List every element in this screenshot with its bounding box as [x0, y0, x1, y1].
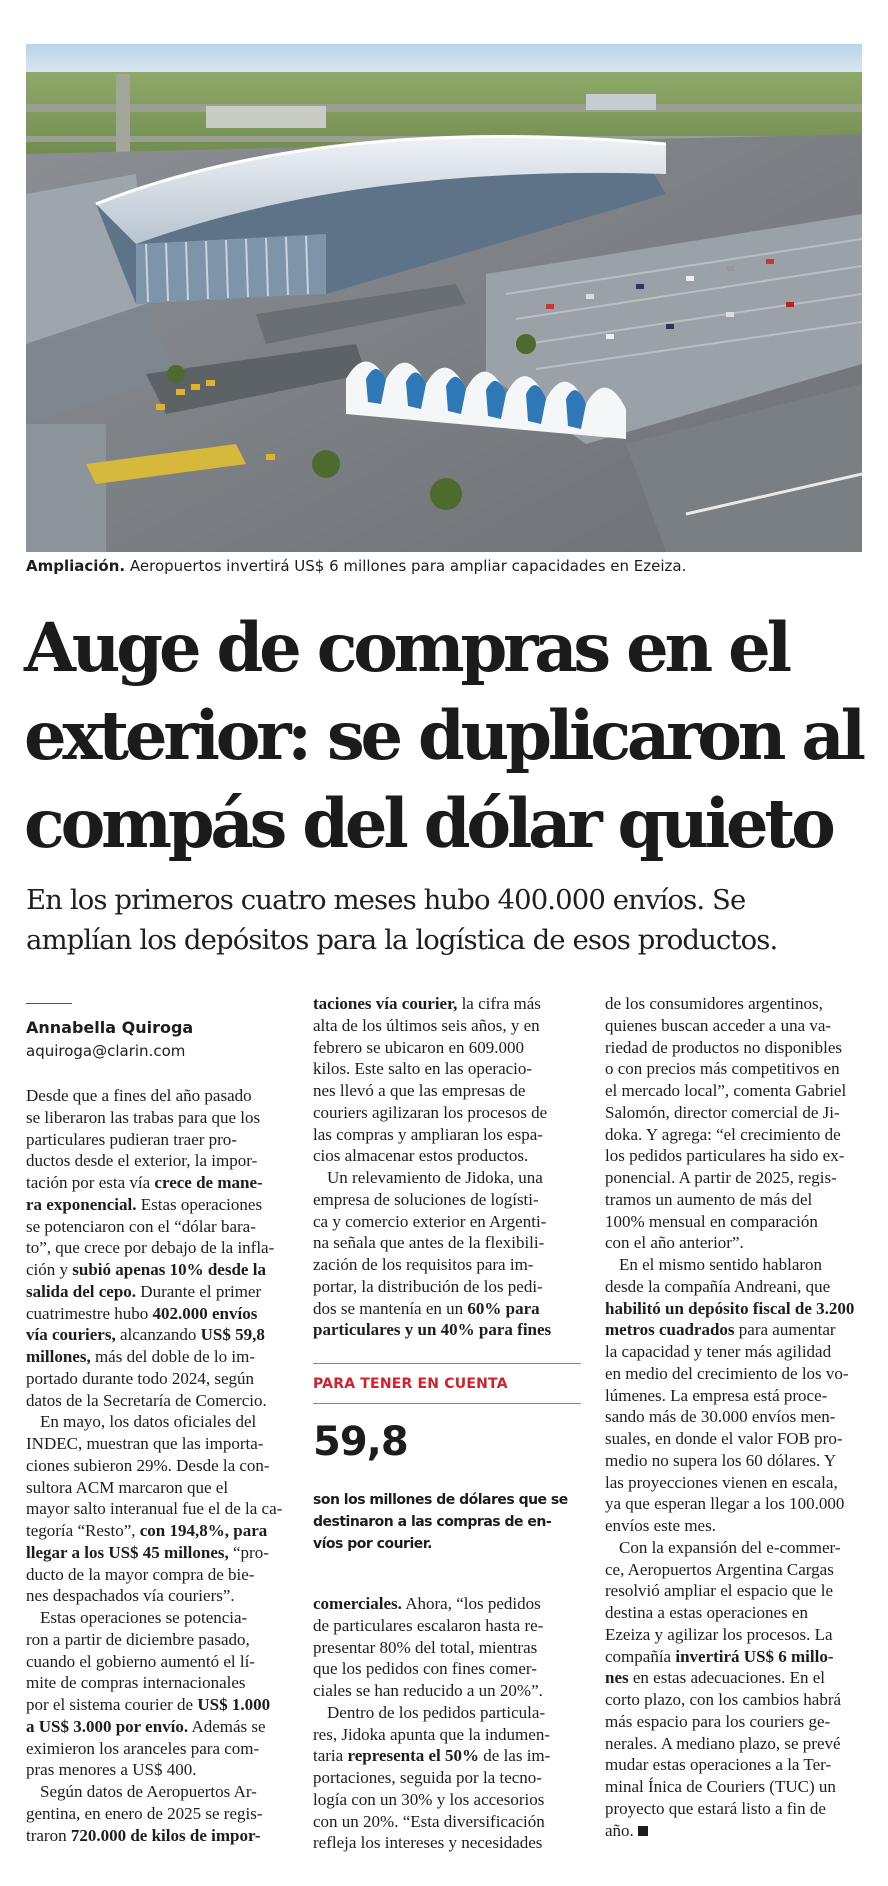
text-run: cuando el gobierno aumentó el lí-	[26, 1651, 255, 1671]
text-run: tación por esta vía	[26, 1173, 155, 1192]
text-run: o con precios más competitivos en	[605, 1059, 840, 1079]
text-line	[26, 1216, 290, 1238]
text-line	[26, 1520, 290, 1542]
text-run: nerales. A mediano plazo, se prevé	[605, 1733, 841, 1753]
text-line	[313, 1211, 581, 1233]
text-line	[605, 1798, 867, 1820]
text-run: los pedidos particulares ha sido ex-	[605, 1146, 845, 1166]
text-run: portaciones, seguida por la tecno-	[313, 1768, 542, 1787]
text-line	[313, 1832, 581, 1854]
text-line	[26, 1259, 290, 1281]
text-run: ción y	[26, 1260, 73, 1279]
text-run: ce, Aeropuertos Argentina Cargas	[605, 1559, 834, 1579]
text-line	[605, 1537, 867, 1559]
bold-text: US$ 59,8	[200, 1325, 265, 1345]
text-line	[313, 1037, 581, 1059]
bold-text: con 194,8%, para	[139, 1521, 268, 1540]
text-line	[605, 1559, 867, 1581]
text-line	[26, 1455, 290, 1477]
text-run: que los pedidos con fines comer-	[313, 1659, 537, 1679]
photo-caption	[26, 556, 862, 576]
info-box-description-line: destinaron a las compras de en-	[313, 1514, 552, 1530]
text-line	[313, 1789, 581, 1811]
text-line	[605, 1276, 867, 1298]
text-run: eximieron los aranceles para com-	[26, 1738, 260, 1758]
text-line	[605, 1037, 867, 1059]
text-line	[605, 1515, 867, 1537]
bold-text: a US$ 3.000 por envío.	[26, 1716, 189, 1736]
text-run: couriers agilizaran los procesos de	[313, 1102, 548, 1122]
text-run: portar, la distribución de los pedi-	[313, 1276, 543, 1296]
text-run: empresa de soluciones de logísti-	[313, 1189, 539, 1209]
text-run: traron	[26, 1825, 71, 1845]
text-line	[605, 1363, 867, 1385]
info-box-figure: 59,8	[313, 1419, 408, 1465]
bold-text: US$ 1.000	[197, 1695, 271, 1714]
text-run: se liberaron las trabas para que los	[26, 1107, 261, 1127]
text-line	[26, 1585, 290, 1607]
subheadline	[26, 880, 876, 960]
text-line	[313, 1593, 581, 1615]
text-run: mayor salto interanual fue el de la ca-	[26, 1499, 283, 1519]
text-line	[26, 1694, 290, 1716]
text-run: nes llevó a que las empresas de	[313, 1081, 526, 1100]
text-line	[605, 1646, 867, 1668]
bold-text: taciones vía courier,	[313, 994, 458, 1013]
text-run: particulares pudieran traer pro-	[26, 1129, 237, 1149]
text-run: nes despachados vía couriers”.	[26, 1586, 235, 1606]
bold-text: millones,	[26, 1347, 91, 1366]
text-line	[605, 1450, 867, 1472]
text-line	[605, 1820, 867, 1842]
text-run: lúmenes. La empresa está proce-	[605, 1385, 828, 1405]
author-email[interactable]: aquiroga@clarin.com	[26, 1042, 186, 1060]
text-run: refleja los intereses y necesidades	[313, 1833, 543, 1853]
text-line	[313, 1276, 581, 1298]
text-line	[26, 1085, 290, 1107]
text-run: presentar 80% del total, mientras	[313, 1637, 538, 1657]
text-line	[605, 1058, 867, 1080]
text-line	[26, 1825, 290, 1847]
text-line	[26, 1194, 290, 1216]
text-run: ducto de la mayor compra de bie-	[26, 1564, 255, 1584]
bold-text: 720.000 de kilos de impor-	[70, 1825, 261, 1845]
text-run: febrero se ubicaron en 609.000	[313, 1037, 525, 1057]
text-line	[313, 1080, 581, 1102]
text-line	[605, 1776, 867, 1798]
text-run: alta de los últimos seis años, y en	[313, 1015, 540, 1035]
text-line	[605, 1406, 867, 1428]
bold-text: 402.000 envíos	[152, 1303, 258, 1323]
text-line	[26, 1129, 290, 1151]
text-line	[26, 1759, 290, 1781]
text-run: kilos. Este salto en las operacio-	[313, 1059, 533, 1079]
info-box-description-line: víos por courier.	[313, 1536, 432, 1552]
text-run: minal Ínica de Couriers (TUC) un	[605, 1777, 836, 1796]
text-run: Desde que a fines del año pasado	[26, 1086, 252, 1105]
body-column-2	[313, 993, 581, 1341]
text-line	[26, 1738, 290, 1760]
text-line	[313, 1167, 581, 1189]
text-line	[26, 1281, 290, 1303]
bold-text: comerciales.	[313, 1594, 402, 1613]
text-run: sultora ACM marcaron que el	[26, 1477, 229, 1497]
text-line	[26, 1781, 290, 1803]
byline-rule	[26, 1003, 72, 1004]
text-run: en medio del crecimiento de los vo-	[605, 1363, 849, 1383]
text-run: ciales se han reducido a un 20%”.	[313, 1681, 543, 1700]
bold-text: representa el 50%	[347, 1746, 480, 1766]
text-run: destina a estas operaciones en	[605, 1603, 808, 1622]
body-column-3	[605, 993, 867, 1841]
text-line	[313, 1637, 581, 1659]
info-box-description-line: son los millones de dólares que se	[313, 1492, 568, 1508]
text-run: tramos un aumento de más del	[605, 1189, 813, 1209]
text-run: INDEC, muestran que las importa-	[26, 1434, 264, 1453]
text-run: sando más de 30.000 envíos men-	[605, 1407, 836, 1427]
headline-line: Auge de compras en el	[24, 608, 788, 687]
text-run: más del doble de lo im-	[90, 1347, 256, 1366]
text-line	[605, 1341, 867, 1363]
text-line	[26, 1803, 290, 1825]
text-run: ca y comercio exterior en Argenti-	[313, 1211, 547, 1231]
text-run: Estas operaciones	[136, 1194, 263, 1214]
text-run: taria	[313, 1746, 348, 1766]
text-line	[26, 1498, 290, 1520]
text-line	[26, 1564, 290, 1586]
text-line	[605, 1298, 867, 1320]
text-run: con un 20%. “Esta diversificación	[313, 1811, 545, 1831]
text-run: gentina, en enero de 2025 se regis-	[26, 1803, 263, 1823]
text-run: en estas adecuaciones. En el	[628, 1668, 825, 1688]
text-line	[26, 1237, 290, 1259]
text-run: para aumentar	[734, 1320, 836, 1340]
text-run: Salomón, director comercial de Ji-	[605, 1102, 840, 1122]
text-run: envíos este mes.	[605, 1516, 716, 1535]
text-line	[313, 1015, 581, 1037]
text-run: ponencial. A partir de 2025, regis-	[605, 1168, 837, 1187]
text-line	[26, 1368, 290, 1390]
text-run: cuatrimestre hubo	[26, 1303, 153, 1323]
caption-label: Ampliación.	[26, 557, 126, 575]
bold-text: habilitó un depósito fiscal de 3.200	[605, 1298, 855, 1318]
text-line	[313, 1189, 581, 1211]
text-line	[313, 1124, 581, 1146]
text-run: “pro-	[228, 1542, 269, 1562]
info-box	[313, 1363, 581, 1563]
text-run: Estas operaciones se potencia-	[40, 1608, 248, 1627]
text-run: tegoría “Resto”,	[26, 1521, 140, 1540]
text-run: Según datos de Aeropuertos Ar-	[40, 1782, 257, 1801]
text-run: proyecto que estará listo a fin de	[605, 1798, 826, 1818]
text-run: portado durante todo 2024, según	[26, 1368, 255, 1388]
text-line	[26, 1107, 290, 1129]
text-run: de los consumidores argentinos,	[605, 994, 823, 1013]
info-box-top-rule	[313, 1363, 581, 1364]
text-run: suales, en donde el valor FOB pro-	[605, 1429, 843, 1448]
text-run: se potenciaron con el “dólar bara-	[26, 1216, 256, 1236]
text-line	[313, 1058, 581, 1080]
text-line	[313, 1702, 581, 1724]
text-run: el mercado local”, comenta Gabriel	[605, 1081, 847, 1100]
text-line	[313, 1102, 581, 1124]
text-line	[313, 1615, 581, 1637]
text-line	[605, 1080, 867, 1102]
text-run: to”, que crece por debajo de la infla-	[26, 1238, 275, 1258]
text-line	[313, 1319, 581, 1341]
text-line	[26, 1346, 290, 1368]
text-line	[605, 1319, 867, 1341]
text-run: las compras y ampliaran los espa-	[313, 1124, 543, 1144]
text-line	[605, 1711, 867, 1733]
subheadline-line: amplían los depósitos para la logística de esos productos.	[26, 924, 778, 956]
bold-text: 60% para	[467, 1298, 540, 1318]
bold-text: metros cuadrados	[605, 1320, 735, 1340]
text-run: resolvió ampliar el espacio que le	[605, 1581, 833, 1601]
airport-aerial-image	[26, 44, 862, 552]
text-run: En el mismo sentido hablaron	[619, 1255, 823, 1274]
text-run: ron a partir de diciembre pasado,	[26, 1629, 250, 1649]
text-line	[313, 1658, 581, 1680]
text-run: Durante el primer	[136, 1281, 262, 1301]
text-line	[313, 1298, 581, 1320]
text-line	[26, 1542, 290, 1564]
info-box-tag: PARA TENER EN CUENTA	[313, 1376, 508, 1392]
text-run: res, Jidoka apunta que la indumen-	[313, 1724, 550, 1744]
text-line	[605, 1733, 867, 1755]
bold-text: crece de mane-	[154, 1173, 263, 1192]
text-line	[26, 1324, 290, 1346]
body-column-2-continued	[313, 1593, 581, 1854]
text-run: logía con un 30% y los accesorios	[313, 1789, 545, 1809]
end-of-article-mark	[638, 1826, 648, 1836]
text-run: de las im-	[479, 1746, 551, 1766]
text-run: zación de los requisitos para im-	[313, 1255, 534, 1274]
text-line	[26, 1433, 290, 1455]
text-line	[605, 1689, 867, 1711]
text-run: doka. Y agrega: “el crecimiento de	[605, 1124, 841, 1144]
bold-text: llegar a los US$ 45 millones,	[26, 1542, 229, 1562]
text-line	[605, 1428, 867, 1450]
text-run: dos se mantenía en un	[313, 1298, 468, 1318]
text-line	[313, 1767, 581, 1789]
text-run: ductos desde el exterior, la impor-	[26, 1151, 258, 1171]
text-run: Dentro de los pedidos particula-	[327, 1702, 546, 1722]
text-line	[26, 1150, 290, 1172]
text-run: Un relevamiento de Jidoka, una	[327, 1168, 543, 1187]
text-line	[26, 1390, 290, 1412]
text-line	[26, 1607, 290, 1629]
text-line	[605, 1472, 867, 1494]
text-run: cios almacenar estos productos.	[313, 1146, 529, 1166]
author-name: Annabella Quiroga	[26, 1018, 194, 1037]
text-line	[26, 1303, 290, 1325]
text-line	[605, 1385, 867, 1407]
bold-text: invertirá US$ 6 millo-	[675, 1646, 834, 1666]
text-line	[313, 993, 581, 1015]
headline	[24, 604, 874, 868]
text-run: la capacidad y tener más agilidad	[605, 1342, 832, 1361]
info-box-description	[313, 1489, 581, 1555]
bold-text: nes	[605, 1668, 629, 1688]
text-run: pras menores a US$ 400.	[26, 1760, 197, 1780]
text-run: Con la expansión del e-commer-	[619, 1537, 841, 1557]
headline-line: compás del dólar quieto	[24, 784, 832, 863]
caption-text: Aeropuertos invertirá US$ 6 millones para ampliar capacidades en Ezeiza.	[125, 557, 687, 575]
text-line	[605, 1602, 867, 1624]
text-run: Ahora, “los pedidos	[401, 1594, 541, 1613]
text-line	[605, 1580, 867, 1602]
text-line	[26, 1672, 290, 1694]
bold-text: ra exponencial.	[26, 1194, 137, 1214]
text-run: desde la compañía Andreani, que	[605, 1276, 831, 1296]
bold-text: subió apenas 10% desde la	[72, 1260, 266, 1279]
text-run: Además se	[188, 1716, 266, 1736]
text-run: con el año anterior”.	[605, 1233, 744, 1253]
text-line	[313, 1680, 581, 1702]
text-line	[313, 1145, 581, 1167]
info-box-divider	[313, 1403, 581, 1404]
text-run: alcanzando	[115, 1325, 201, 1345]
text-run: En mayo, los datos oficiales del	[40, 1412, 257, 1432]
text-line	[313, 1232, 581, 1254]
text-line	[26, 1651, 290, 1673]
text-run: de particulares escalaron hasta re-	[313, 1615, 544, 1635]
text-run: ya que esperan llegar a los 100.000	[605, 1494, 845, 1514]
text-line	[605, 1124, 867, 1146]
body-column-1	[26, 1085, 290, 1846]
text-line	[605, 1102, 867, 1124]
text-line	[605, 993, 867, 1015]
text-run: medio no supera los 60 dólares. Y	[605, 1450, 837, 1470]
text-line	[26, 1477, 290, 1499]
text-line	[313, 1811, 581, 1833]
text-line	[605, 1015, 867, 1037]
text-run: corto plazo, con los cambios habrá	[605, 1690, 842, 1709]
headline-line: exterior: se duplicaron al	[24, 696, 862, 775]
text-run: las proyecciones vienen en escala,	[605, 1472, 838, 1492]
text-run: 100% mensual en comparación	[605, 1211, 818, 1231]
text-run: riedad de productos no disponibles	[605, 1037, 843, 1057]
text-run: Ezeiza y agilizar los procesos. La	[605, 1624, 833, 1644]
text-line	[605, 1754, 867, 1776]
text-line	[605, 1211, 867, 1233]
text-run: por el sistema courier de	[26, 1695, 198, 1714]
text-line	[605, 1624, 867, 1646]
text-run: datos de la Secretaría de Comercio.	[26, 1390, 267, 1410]
subheadline-line: En los primeros cuatro meses hubo 400.000 envíos. Se	[26, 884, 746, 916]
text-line	[605, 1667, 867, 1689]
text-line	[605, 1145, 867, 1167]
text-line	[605, 1189, 867, 1211]
article-photo	[26, 44, 862, 552]
text-line	[605, 1232, 867, 1254]
bold-text: particulares y un 40% para fines	[313, 1320, 552, 1340]
text-run: na señala que antes de la flexibili-	[313, 1233, 545, 1253]
text-run: más espacio para los couriers ge-	[605, 1711, 831, 1731]
text-line	[605, 1493, 867, 1515]
bold-text: vía couriers,	[26, 1325, 116, 1345]
text-line	[605, 1254, 867, 1276]
text-line	[313, 1745, 581, 1767]
text-run: ciones subieron 29%. Desde la con-	[26, 1455, 270, 1475]
text-line	[26, 1716, 290, 1738]
text-run: año.	[605, 1820, 634, 1840]
text-line	[605, 1167, 867, 1189]
text-line	[26, 1172, 290, 1194]
text-line	[26, 1411, 290, 1433]
text-run: la cifra más	[457, 994, 541, 1013]
text-run: quienes buscan acceder a una va-	[605, 1015, 832, 1035]
bold-text: salida del cepo.	[26, 1281, 137, 1301]
text-line	[26, 1629, 290, 1651]
text-run: mite de compras internacionales	[26, 1673, 246, 1693]
text-run: mudar estas operaciones a la Ter-	[605, 1755, 832, 1775]
text-line	[313, 1254, 581, 1276]
text-run: compañía	[605, 1646, 676, 1666]
text-line	[313, 1724, 581, 1746]
